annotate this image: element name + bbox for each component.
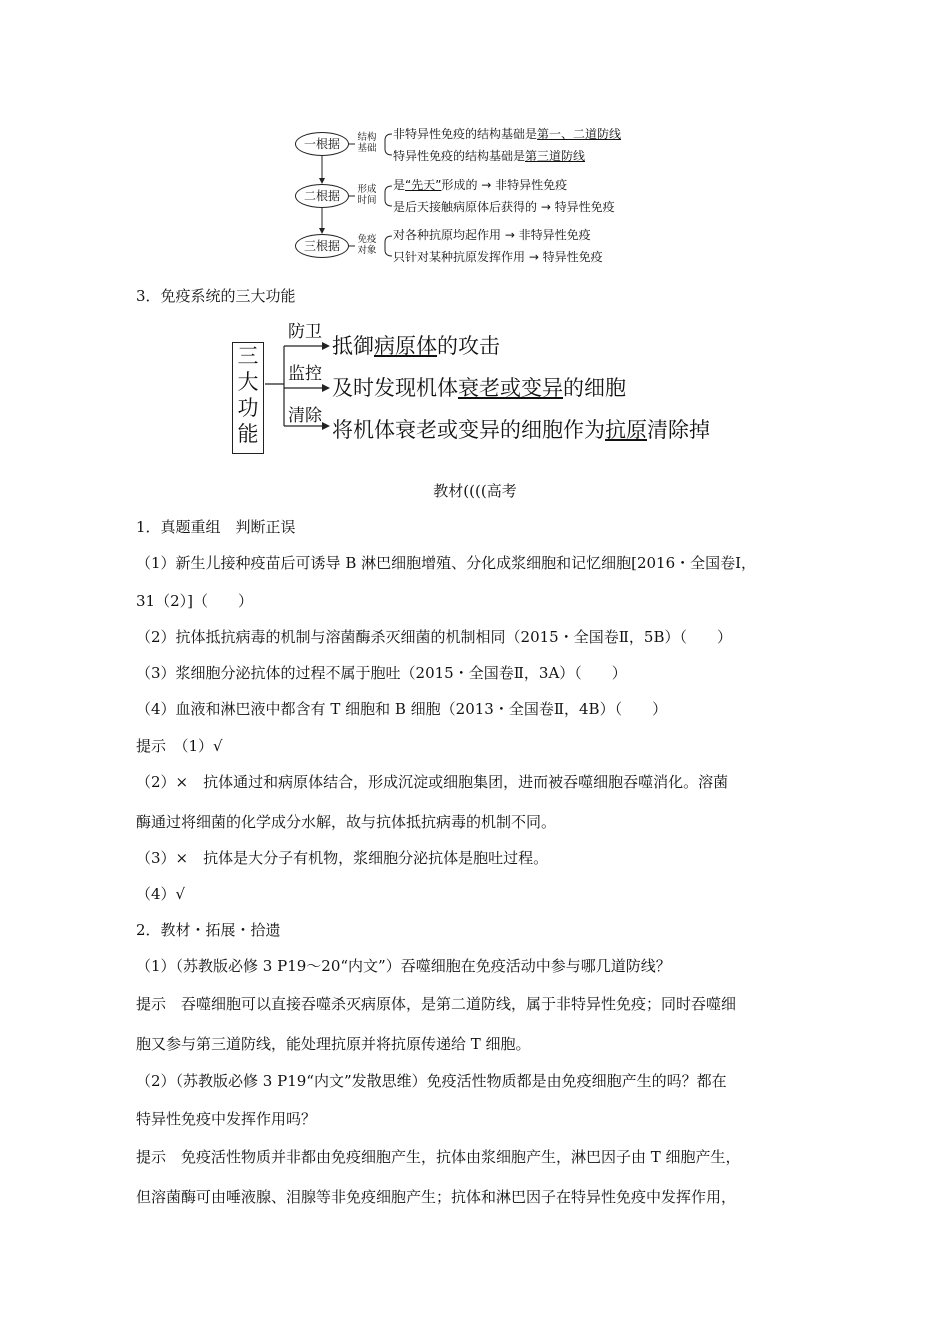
body-line-17: 特异性免疫中发挥作用吗？ (136, 1110, 317, 1128)
function-clear-desc: 将机体衰老或变异的细胞作为抗原清除掉 (332, 418, 710, 442)
node-third-basis: 三根据 (295, 234, 349, 258)
d1-line-3: 是“先天”形成的 → 非特异性免疫 (393, 178, 568, 192)
node-first-basis: 一根据 (295, 132, 349, 156)
d1-line-5: 对各种抗原均起作用 → 非特异性免疫 (393, 228, 591, 242)
box-char-4: 能 (237, 422, 259, 446)
body-line-14: 提示 吞噬细胞可以直接吞噬杀灭病原体，是第二道防线，属于非特异性免疫；同时吞噬细 (136, 995, 737, 1013)
three-functions-diagram (232, 318, 732, 448)
body-line-1: 1．真题重组 判断正误 (136, 518, 296, 536)
section-3-title: 3．免疫系统的三大功能 (136, 287, 296, 305)
d1-line-2: 特异性免疫的结构基础是第三道防线 (393, 149, 586, 163)
center-heading: 教材((((高考 (433, 482, 517, 500)
d1-line-4: 是后天接触病原体后获得的 → 特异性免疫 (393, 200, 615, 214)
function-monitor-desc: 及时发现机体衰老或变异的细胞 (332, 376, 626, 400)
body-line-18: 提示 免疫活性物质并非都由免疫细胞产生，抗体由浆细胞产生，淋巴因子由 T 细胞产生， (136, 1148, 741, 1166)
function-clear-label: 清除 (288, 406, 322, 426)
body-line-12: 2．教材・拓展・拾遗 (136, 921, 281, 939)
immunity-classification-diagram (295, 118, 655, 268)
body-line-4: （2）抗体抵抗病毒的机制与溶菌酶杀灭细菌的机制相同（2015・全国卷Ⅱ，5B）（ ） (136, 628, 732, 646)
d1-line-6: 只针对某种抗原发挥作用 → 特异性免疫 (393, 250, 603, 264)
body-line-9: 酶通过将细菌的化学成分水解，故与抗体抵抗病毒的机制不同。 (136, 813, 557, 831)
category-structure-basis: 结构基础 (357, 132, 377, 154)
body-line-5: （3）浆细胞分泌抗体的过程不属于胞吐（2015・全国卷Ⅱ，3A）（ ） (136, 664, 627, 682)
box-char-2: 大 (237, 370, 259, 394)
function-monitor-label: 监控 (288, 364, 322, 384)
body-line-10: （3）× 抗体是大分子有机物，浆细胞分泌抗体是胞吐过程。 (136, 849, 549, 867)
body-line-13: （1）（苏教版必修 3 P19～20“内文”）吞噬细胞在免疫活动中参与哪几道防线？ (136, 957, 671, 975)
box-char-1: 三 (237, 344, 259, 368)
function-defense-label: 防卫 (288, 322, 322, 342)
category-immune-target: 免疫对象 (357, 234, 377, 256)
body-line-7: 提示 （1）√ (136, 737, 223, 755)
body-line-8: （2）× 抗体通过和病原体结合，形成沉淀或细胞集团，进而被吞噬细胞吞噬消化。溶菌 (136, 773, 729, 791)
body-line-16: （2）（苏教版必修 3 P19“内文”发散思维）免疫活性物质都是由免疫细胞产生的吗？都在 (136, 1072, 727, 1090)
d1-line-1: 非特异性免疫的结构基础是第一、二道防线 (393, 127, 622, 141)
node-second-basis: 二根据 (295, 184, 349, 208)
box-char-3: 功 (237, 396, 259, 420)
body-line-3: 31（2）]（ ） (136, 592, 253, 610)
category-formation-time: 形成时间 (357, 184, 377, 206)
function-defense-desc: 抵御病原体的攻击 (332, 334, 500, 358)
body-line-2: （1）新生儿接种疫苗后可诱导 B 淋巴细胞增殖、分化成浆细胞和记忆细胞[2016・全国卷Ⅰ， (136, 554, 757, 572)
body-line-15: 胞又参与第三道防线，能处理抗原并将抗原传递给 T 细胞。 (136, 1035, 531, 1053)
body-line-19: 但溶菌酶可由唾液腺、泪腺等非免疫细胞产生；抗体和淋巴因子在特异性免疫中发挥作用， (136, 1188, 737, 1206)
body-line-11: （4）√ (136, 885, 186, 903)
body-line-6: （4）血液和淋巴液中都含有 T 细胞和 B 细胞（2013・全国卷Ⅱ，4B）（ ） (136, 700, 668, 718)
